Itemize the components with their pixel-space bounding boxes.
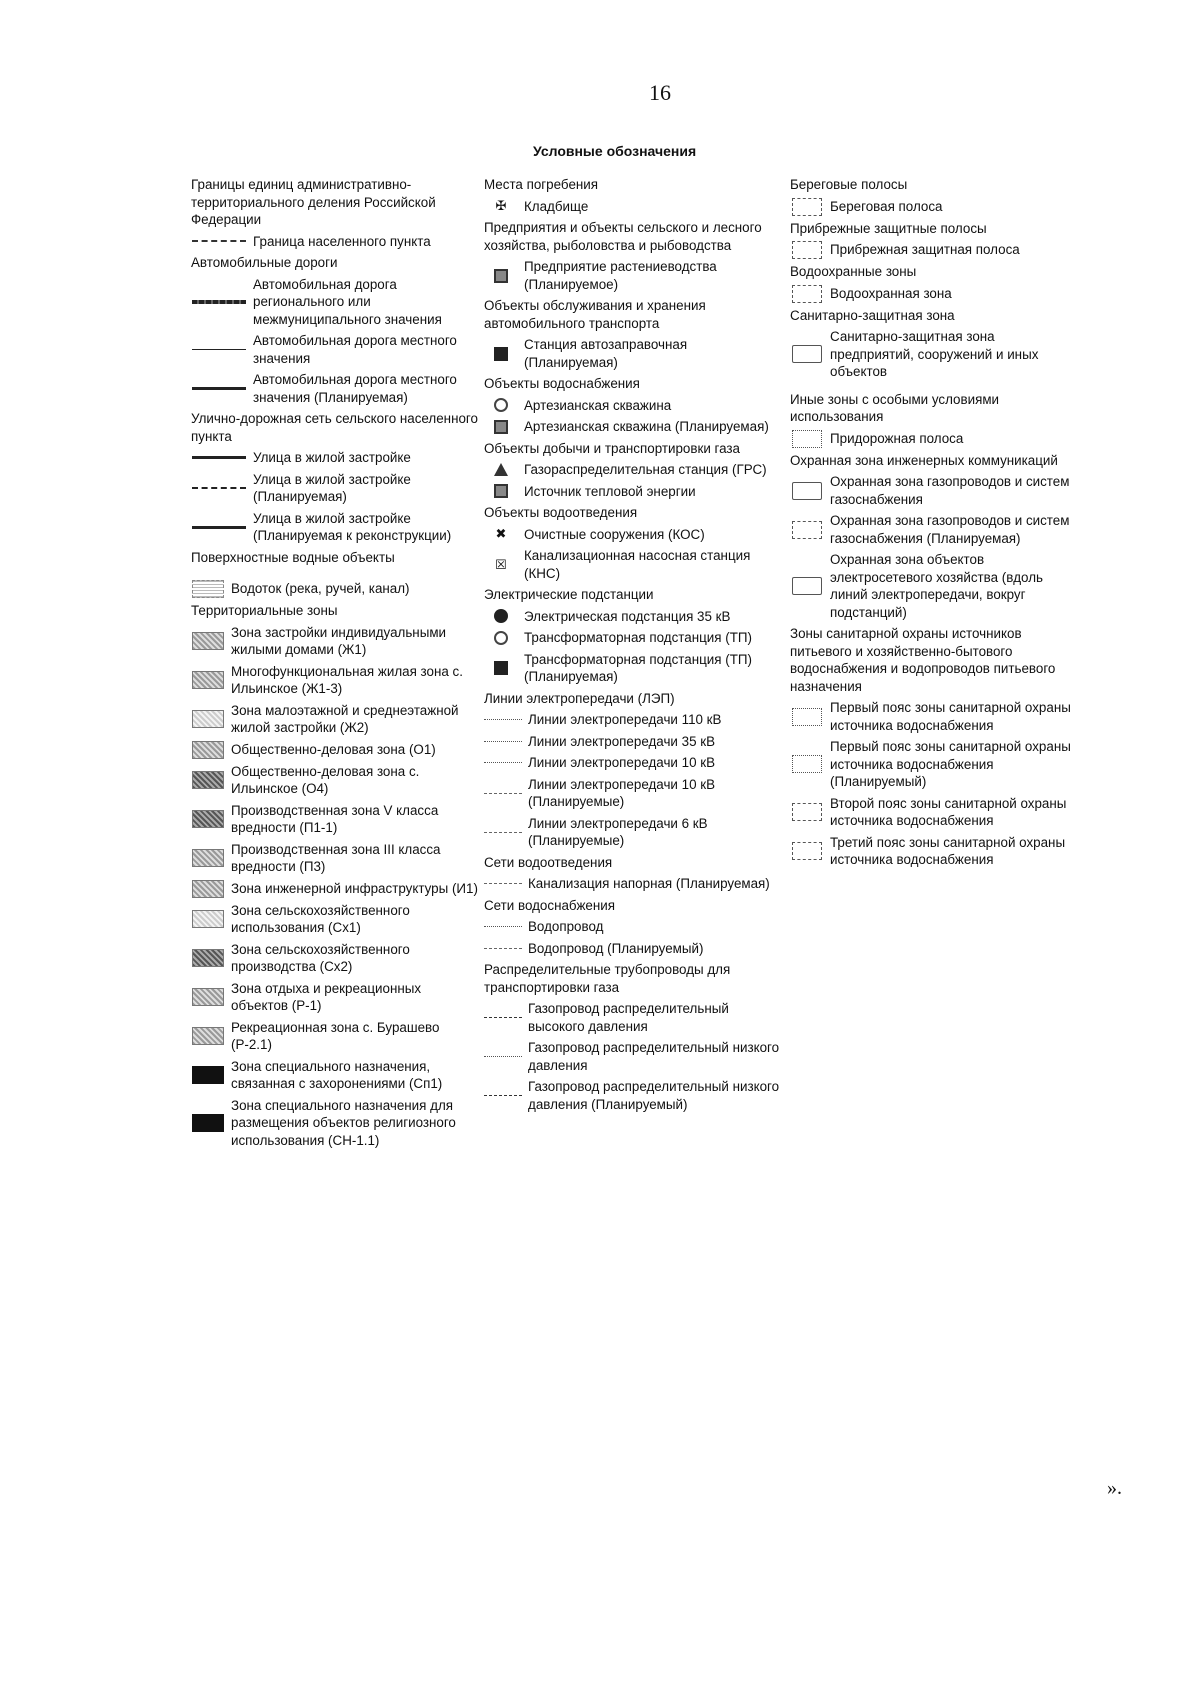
zone-swatch [191,880,225,898]
pump-station-icon: ☒ [495,556,507,572]
legend-item: Береговая полоса [790,198,1080,216]
dashed-box-symbol [790,842,824,860]
substation-icon [484,609,518,623]
legend-item: Улица в жилой застройке [191,449,481,467]
legend-item: Источник тепловой энергии [484,483,784,501]
well-icon [484,398,518,412]
page-number: 16 [649,80,671,105]
legend-heading: Береговые полосы [790,177,908,192]
legend-item: Прибрежная защитная полоса [790,241,1080,259]
legend-item: Канализация напорная (Планируемая) [484,875,784,893]
legend-item: Артезианская скважина (Планируемая) [484,418,784,436]
treatment-plant-icon: ✖ [495,526,507,542]
legend-heading: Электрические подстанции [484,587,654,602]
legend-item: Автомобильная дорога регионального или межмуниципального значения [191,276,481,329]
legend-item: Газопровод распределительный высокого давления [484,1000,784,1035]
heat-source-icon [484,484,518,498]
legend-item: Водоток (река, ручей, канал) [191,580,481,598]
thick-line-symbol [191,300,247,304]
solid-line-symbol [191,349,247,350]
dotted-box-symbol [790,755,824,773]
dotted-box-symbol [790,430,824,448]
legend-heading: Объекты водоснабжения [484,376,640,391]
zone-swatch [191,910,225,928]
legend-item: Зона отдыха и рекреационных объектов (Р-1) [191,980,481,1015]
legend-heading: Объекты водоотведения [484,505,638,520]
legend-heading: Поверхностные водные объекты [191,549,395,565]
gas-pipe-symbol [484,1056,522,1057]
legend-item: ✖ Очистные сооружения (КОС) [484,526,784,544]
legend-item: Предприятие растениеводства (Планируемое) [484,258,784,293]
legend-item: Охранная зона газопроводов и систем газоснабжения (Планируемая) [790,512,1080,547]
legend-item: Газопровод распределительный низкого давления [484,1039,784,1074]
legend-item: Улица в жилой застройке (Планируемая) [191,471,481,506]
zone-swatch [191,810,225,828]
legend-title: Условные обозначения [533,143,697,159]
power-line-symbol [484,719,522,720]
zone-swatch [191,988,225,1006]
thick-line-symbol [191,526,247,529]
legend-item: Зона инженерной инфраструктуры (И1) [191,880,481,898]
closing-quote: ». [1107,1477,1122,1499]
legend-item: Второй пояс зоны санитарной охраны источника водоснабжения [790,795,1080,830]
legend-item: Первый пояс зоны санитарной охраны источника водоснабжения [790,699,1080,734]
legend-heading: Линии электропередачи (ЛЭП) [484,690,675,706]
legend-item: Общественно-деловая зона с. Ильинское (О4) [191,763,481,798]
zone-swatch [191,1066,225,1084]
legend-item: Первый пояс зоны санитарной охраны источника водоснабжения (Планируемый) [790,738,1080,791]
transformer-planned-icon [484,661,518,675]
legend-heading: Территориальные зоны [191,603,338,618]
legend-item: Улица в жилой застройке (Планируемая к реконструкции) [191,510,481,545]
legend-item: Придорожная полоса [790,430,1080,448]
legend-item: Электрическая подстанция 35 кВ [484,608,784,626]
legend-heading: Автомобильные дороги [191,255,338,270]
solid-box-symbol [790,345,824,363]
solid-box-symbol [790,482,824,500]
legend-column-2 [484,176,784,1117]
legend-item: Граница населенного пункта [191,233,481,251]
legend-heading: Места погребения [484,177,599,192]
zone-swatch [191,1114,225,1132]
fuel-station-icon [484,347,518,361]
dash-dot-line-symbol [191,240,247,242]
zone-swatch [191,949,225,967]
zone-swatch [191,1027,225,1045]
gas-pipe-symbol [484,1017,522,1018]
legend-item: Водопровод [484,918,784,936]
dotted-box-symbol [790,708,824,726]
legend-heading: Улично-дорожная сеть сельского населенного пункта [191,411,478,444]
legend-item: Зона сельскохозяйственного использования (Сх1) [191,902,481,937]
legend-item: Рекреационная зона с. Бурашево (Р-2.1) [191,1019,481,1054]
dashed-line-symbol [191,487,247,489]
legend-item: Охранная зона объектов электросетевого хозяйства (вдоль линий электропередачи, вокруг подстанций) [790,551,1080,621]
gas-pipe-symbol [484,1095,522,1096]
legend-column-3 [790,176,1080,873]
thick-line-symbol [191,387,247,390]
zone-swatch [191,741,225,759]
power-line-symbol [484,762,522,763]
legend-item: Зона специального назначения, связанная с захоронениями (Сп1) [191,1058,481,1093]
legend-heading: Водоохранные зоны [790,264,917,279]
legend-heading: Охранная зона инженерных коммуникаций [790,452,1058,468]
legend-item: Производственная зона III класса вредности (П3) [191,841,481,876]
legend-item: Артезианская скважина [484,397,784,415]
dashed-box-symbol [790,803,824,821]
legend-item: Зона сельскохозяйственного производства (Сх2) [191,941,481,976]
legend-item: Газораспределительная станция (ГРС) [484,461,784,479]
legend-item: Зона застройки индивидуальными жилыми домами (Ж1) [191,624,481,659]
sewer-line-symbol [484,883,522,884]
dashed-box-symbol [790,241,824,259]
legend-column-1 [191,176,481,1153]
solid-line-symbol [191,456,247,459]
legend-heading: Сети водоснабжения [484,897,615,913]
zone-swatch [191,710,225,728]
legend-item: Водоохранная зона [790,285,1080,303]
legend-item: Водопровод (Планируемый) [484,940,784,958]
power-line-symbol [484,832,522,833]
farm-icon [484,269,518,283]
water-pipe-symbol [484,926,522,927]
legend-item: Трансформаторная подстанция (ТП) (Планируемая) [484,651,784,686]
legend-item: Зона специального назначения для размещения объектов религиозного использования (СН-1.1) [191,1097,481,1150]
legend-heading: Сети водоотведения [484,854,613,870]
zone-swatch [191,671,225,689]
legend-item: Линии электропередачи 110 кВ [484,711,784,729]
legend-heading: Предприятия и объекты сельского и лесного хозяйства, рыболовства и рыбоводства [484,220,762,253]
legend-item: Линии электропередачи 35 кВ [484,733,784,751]
legend-item: Трансформаторная подстанция (ТП) [484,629,784,647]
legend-item: Автомобильная дорога местного значения (Планируемая) [191,371,481,406]
legend-heading: Санитарно-защитная зона [790,307,955,323]
legend-heading: Прибрежные защитные полосы [790,220,987,236]
legend-item: Линии электропередачи 6 кВ (Планируемые) [484,815,784,850]
well-planned-icon [484,420,518,434]
legend-item: Производственная зона V класса вредности (П1-1) [191,802,481,837]
dashed-box-symbol [790,198,824,216]
legend-item: ☒ Канализационная насосная станция (КНС) [484,547,784,582]
legend-item: Третий пояс зоны санитарной охраны источника водоснабжения [790,834,1080,869]
legend-item: Санитарно-защитная зона предприятий, сооружений и иных объектов [790,328,1080,381]
gas-station-icon [484,463,518,476]
zone-swatch [191,771,225,789]
legend-heading: Границы единиц административно-территориального деления Российской Федерации [191,177,436,227]
legend-heading: Иные зоны с особыми условиями использования [790,391,1000,424]
legend-item: Станция автозаправочная (Планируемая) [484,336,784,371]
solid-box-symbol [790,577,824,595]
power-line-symbol [484,741,522,742]
dashed-box-symbol [790,521,824,539]
zone-swatch [191,632,225,650]
legend-item: Автомобильная дорога местного значения [191,332,481,367]
cemetery-icon: ✠ [495,198,507,214]
legend-heading: Распределительные трубопроводы для транспортировки газа [484,962,731,995]
legend-item: Линии электропередачи 10 кВ (Планируемые) [484,776,784,811]
legend-heading: Объекты обслуживания и хранения автомобильного транспорта [484,298,706,331]
legend-item: Общественно-деловая зона (О1) [191,741,481,759]
power-line-symbol [484,793,522,794]
legend-item: Зона малоэтажной и среднеэтажной жилой застройки (Ж2) [191,702,481,737]
legend-heading: Зоны санитарной охраны источников питьевого и хозяйственно-бытового водоснабжения и водопроводов питьевого назначения [790,626,1056,694]
legend-heading: Объекты добычи и транспортировки газа [484,440,740,456]
legend-item: Многофункциональная жилая зона с. Ильинское (Ж1-3) [191,663,481,698]
legend-item: ✠ Кладбище [484,198,784,216]
dashed-box-symbol [790,285,824,303]
zone-swatch [191,849,225,867]
legend-item: Газопровод распределительный низкого давления (Планируемый) [484,1078,784,1113]
legend-item: Линии электропередачи 10 кВ [484,754,784,772]
transformer-icon [484,631,518,645]
water-pipe-symbol [484,948,522,949]
legend-item: Охранная зона газопроводов и систем газоснабжения [790,473,1080,508]
water-swatch [191,580,225,598]
